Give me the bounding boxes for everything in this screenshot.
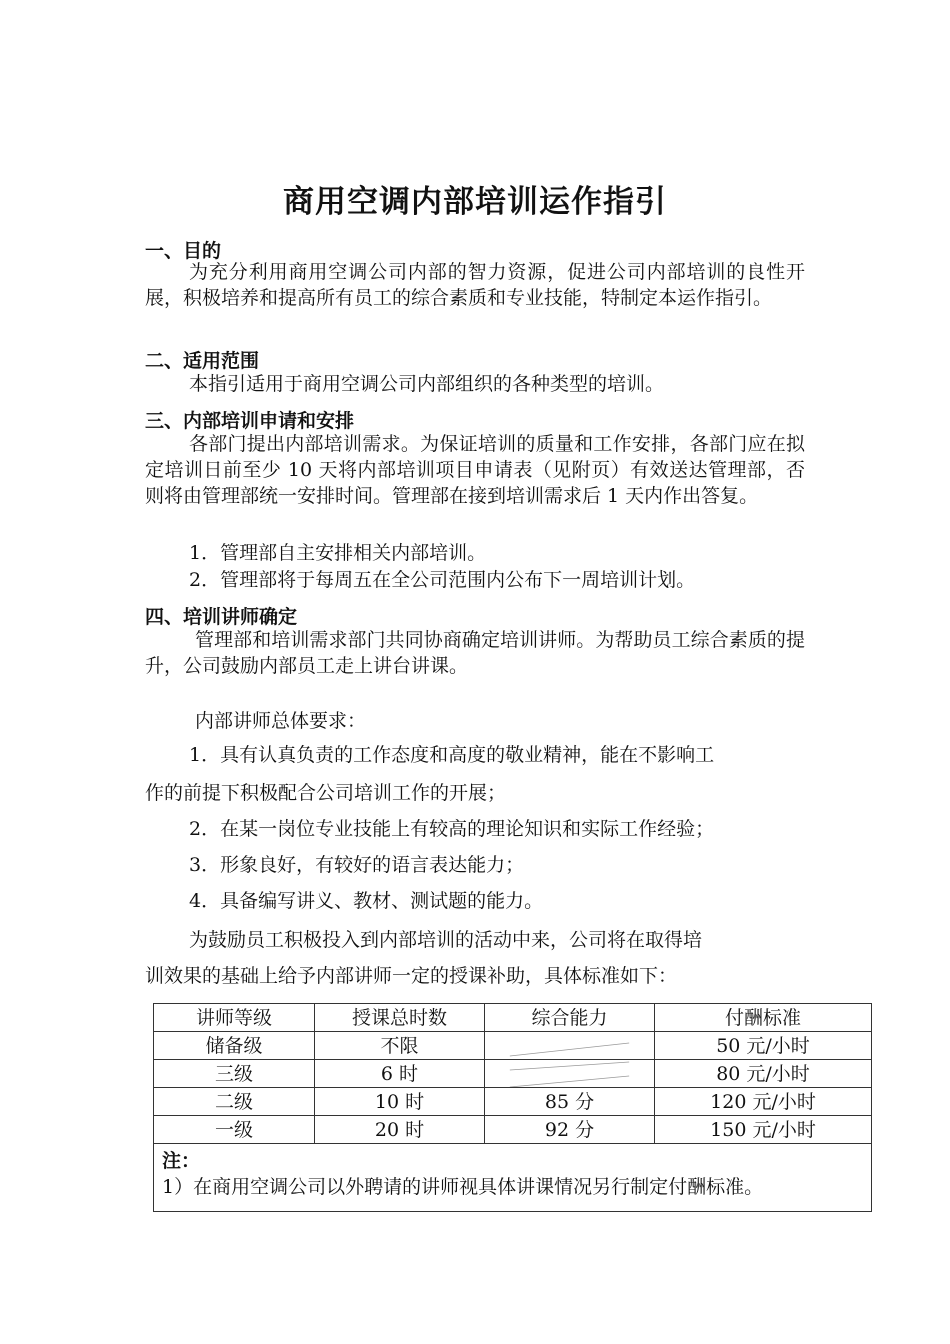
table-header-cell: 讲师等级 xyxy=(154,1004,315,1032)
table-header-row xyxy=(154,1004,872,1032)
table-row xyxy=(154,1088,872,1116)
table-cell: 不限 xyxy=(315,1032,485,1060)
table-cell: 50 元/小时 xyxy=(655,1032,872,1060)
section-heading-instructor: 四、培训讲师确定 xyxy=(145,606,298,628)
requirement-1-line-1: 1．具有认真负责的工作态度和高度的敬业精神，能在不影响工 xyxy=(189,744,715,766)
table-header-cell: 综合能力 xyxy=(485,1004,655,1032)
table-note-cell xyxy=(154,1144,872,1212)
section-body-application: 各部门提出内部培训需求。为保证培训的质量和工作安排，各部门应在拟定培训日前至少 10 天将内部培训项目申请表（见附页）有效送达管理部，否则将由管理部统一安排时间。管理部在接到培训需求后 1 天内作出答复。 xyxy=(145,433,805,507)
table-header-cell: 付酬标准 xyxy=(655,1004,872,1032)
section-body-instructor: 管理部和培训需求部门共同协商确定培训讲师。为帮助员工综合素质的提升，公司鼓励内部员工走上讲台讲课。 xyxy=(145,629,805,677)
section-heading-purpose: 一、目的 xyxy=(145,240,222,262)
table-row xyxy=(154,1060,872,1088)
table-cell: 120 元/小时 xyxy=(655,1088,872,1116)
table-cell: 80 元/小时 xyxy=(655,1060,872,1088)
section-heading-scope: 二、适用范围 xyxy=(145,350,260,372)
table-cell-diagonal xyxy=(485,1060,655,1088)
encouragement-line-1: 为鼓励员工积极投入到内部培训的活动中来，公司将在取得培 xyxy=(189,929,703,951)
section-body-purpose: 为充分利用商用空调公司内部的智力资源，促进公司内部培训的良性开展，积极培养和提高所有员工的综合素质和专业技能，特制定本运作指引。 xyxy=(145,261,805,309)
table-cell: 150 元/小时 xyxy=(655,1116,872,1144)
encouragement-line-2: 训效果的基础上给予内部讲师一定的授课补助，具体标准如下： xyxy=(145,965,678,987)
requirements-title: 内部讲师总体要求： xyxy=(195,710,367,732)
instructor-fee-table xyxy=(153,1003,872,1212)
diagonal-slash xyxy=(485,1032,654,1059)
requirement-1-line-2: 作的前提下积极配合公司培训工作的开展； xyxy=(145,782,507,804)
section-heading-application: 三、内部培训申请和安排 xyxy=(145,410,355,432)
table-cell: 85 分 xyxy=(485,1088,655,1116)
table-note-row xyxy=(154,1144,872,1212)
requirement-3: 3．形象良好，有较好的语言表达能力； xyxy=(189,854,525,876)
table-cell: 10 时 xyxy=(315,1088,485,1116)
table-cell: 一级 xyxy=(154,1116,315,1144)
note-label: 注： xyxy=(162,1150,201,1172)
table-cell: 6 时 xyxy=(315,1060,485,1088)
application-item-1: 1．管理部自主安排相关内部培训。 xyxy=(189,542,487,564)
note-text: 1）在商用空调公司以外聘请的讲师视具体讲课情况另行制定付酬标准。 xyxy=(162,1176,764,1198)
table-header-cell: 授课总时数 xyxy=(315,1004,485,1032)
section-body-scope: 本指引适用于商用空调公司内部组织的各种类型的培训。 xyxy=(189,373,665,395)
table-cell: 二级 xyxy=(154,1088,315,1116)
table-cell: 储备级 xyxy=(154,1032,315,1060)
table-cell-diagonal xyxy=(485,1032,655,1060)
table-cell: 20 时 xyxy=(315,1116,485,1144)
table-row xyxy=(154,1032,872,1060)
table-cell: 92 分 xyxy=(485,1116,655,1144)
table-cell: 三级 xyxy=(154,1060,315,1088)
requirement-4: 4．具备编写讲义、教材、测试题的能力。 xyxy=(189,890,544,912)
application-item-2: 2．管理部将于每周五在全公司范围内公布下一周培训计划。 xyxy=(189,569,696,591)
requirement-2: 2．在某一岗位专业技能上有较高的理论知识和实际工作经验； xyxy=(189,818,715,840)
table-row xyxy=(154,1116,872,1144)
diagonal-slash xyxy=(485,1060,654,1087)
document-title: 商用空调内部培训运作指引 xyxy=(283,184,667,220)
